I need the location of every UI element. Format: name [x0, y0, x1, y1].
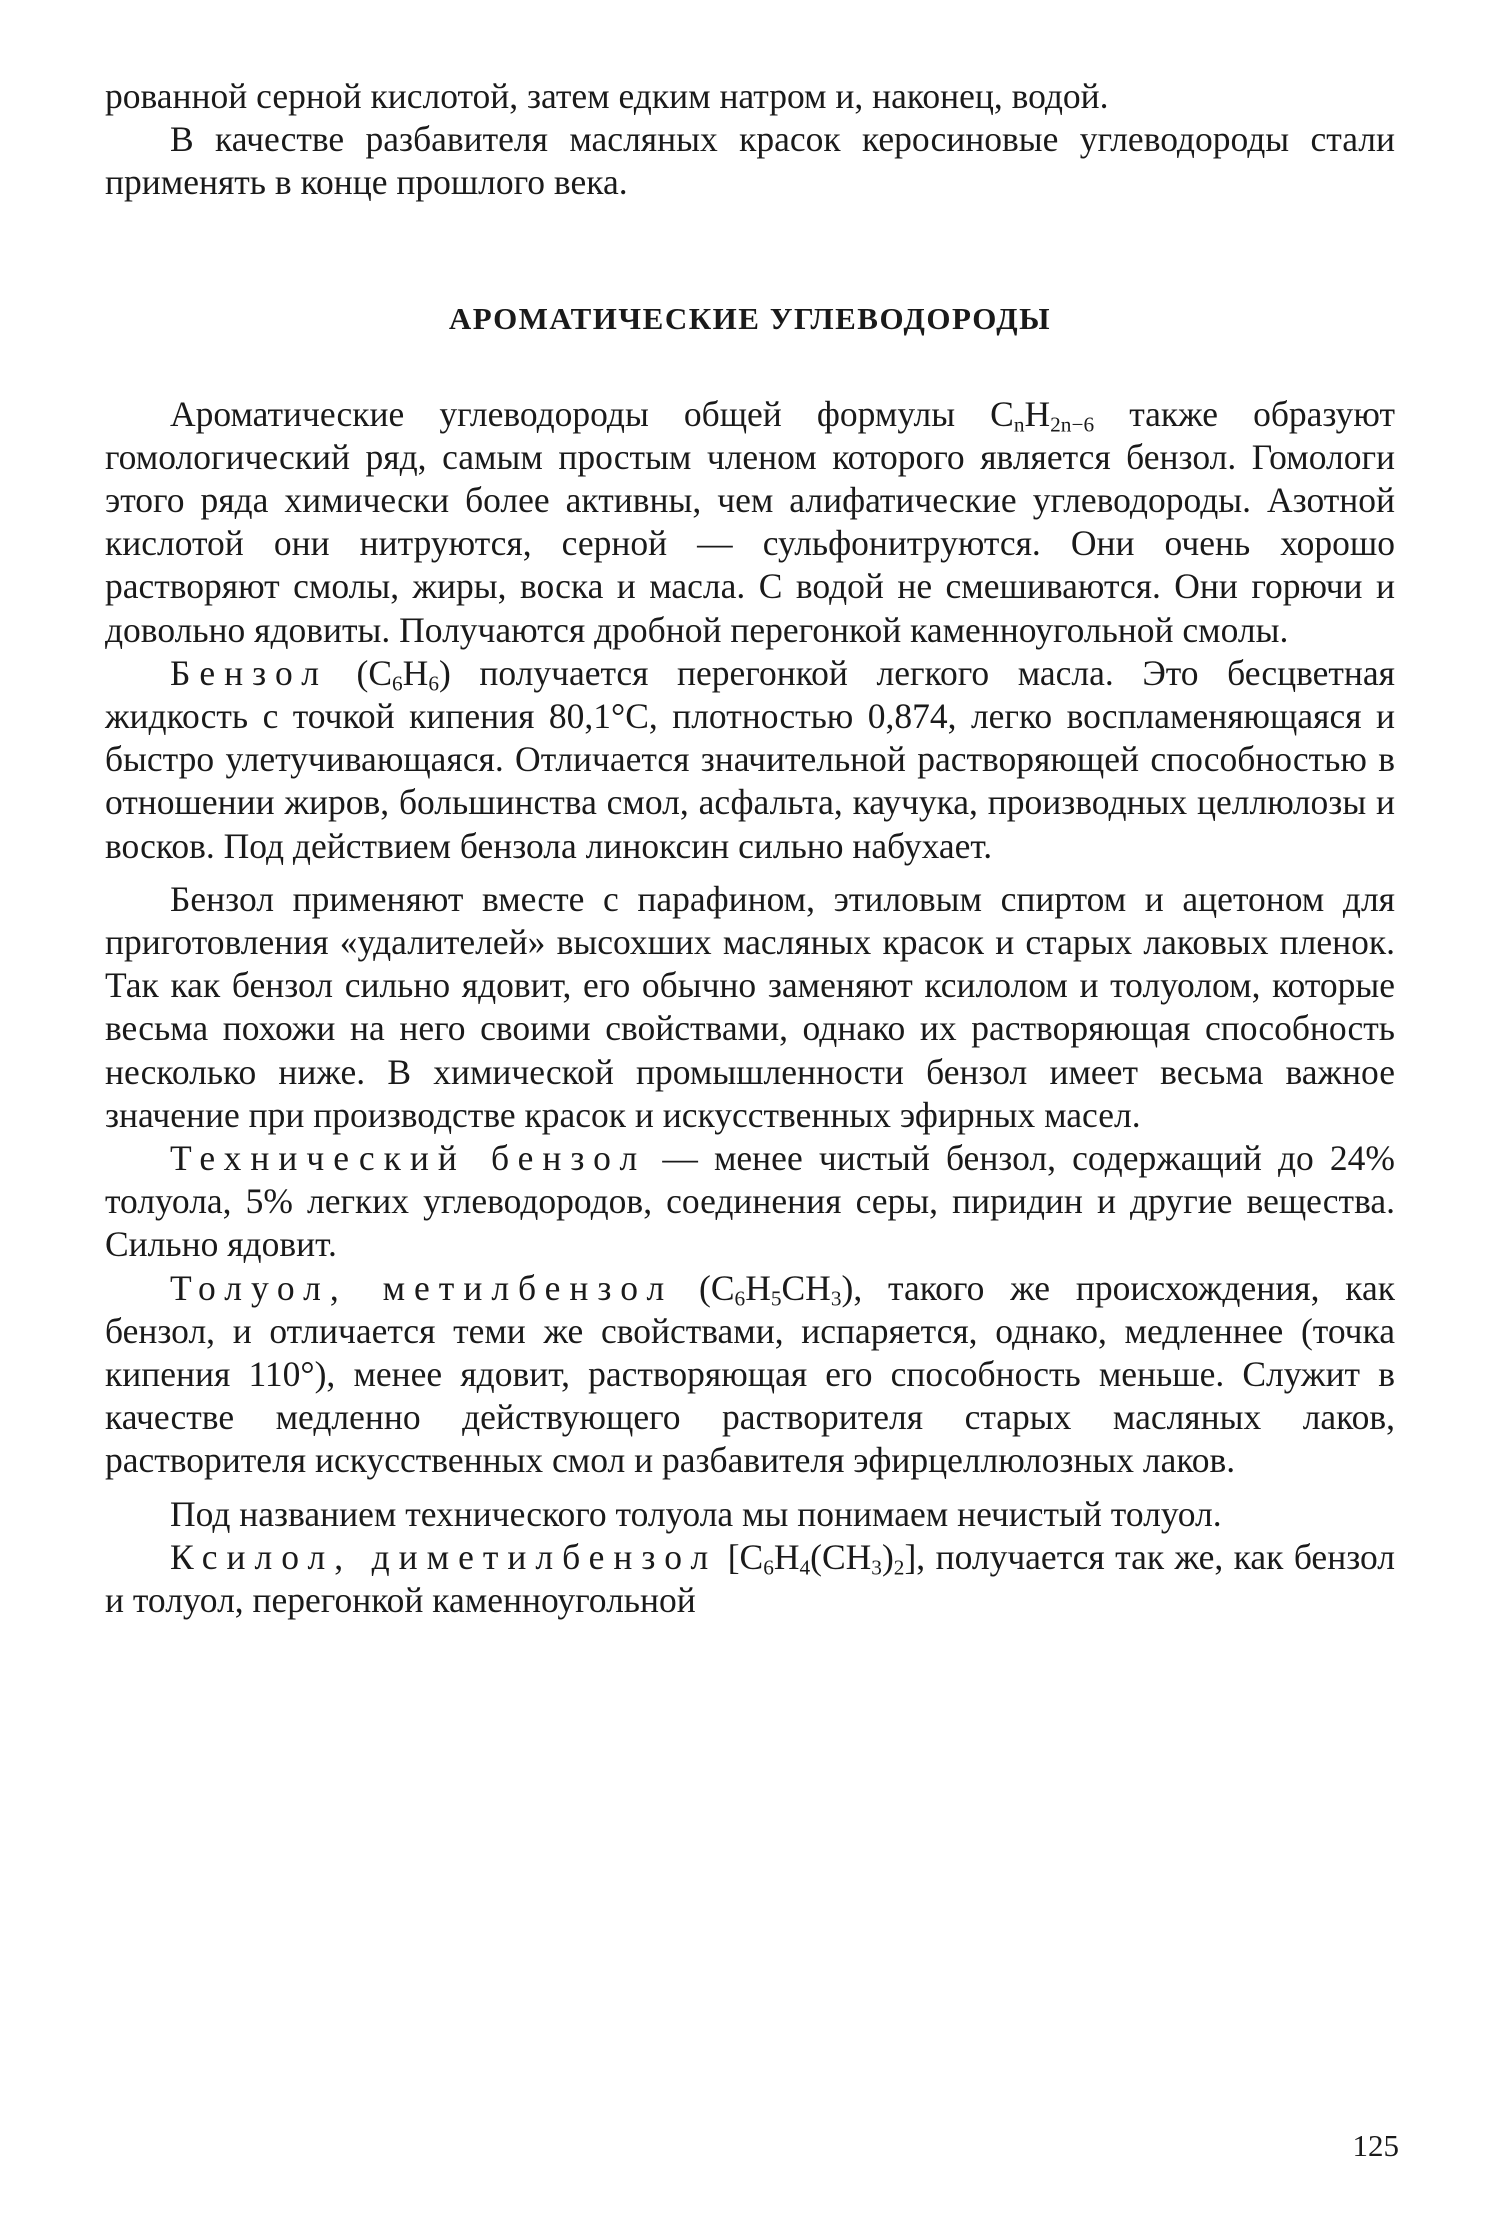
benzene-paragraph: Бензол $(C_6H_6)$ получается перегонкой легкого масла. Это бесцветная жидкость с точкой кипения 80,1°C, плотностью 0,874, легко воспламеняющаяся и быстро улетучивающаяся. Отличается значительной растворяющей способностью в отношении жиров, большинства смол, асфальта, каучука, производных целлюлозы и восков. Под действием бензола линоксин сильно набухает.	[105, 652, 1396, 866]
term-benzene: Бензол	[170, 652, 328, 693]
xylene-formula: $[C_6H_4(CH_3)_2]$	[717, 1536, 917, 1580]
technical-benzene-paragraph: Технический бензол — менее чистый бензол, содержащий до 24% толуола, 5% легких углеводородов, соединения серы, пиридин и другие вещества. Сильно ядовит.	[105, 1138, 1395, 1265]
toluene-paragraph: Толуол, метилбензол $(C_6H_5CH_3)$, такого же происхождения, как бензол, и отличается теми же свойствами, испаряется, однако, медленнее (точка кипения 110°), менее ядовит, растворяющая его способность меньше. Служит в качестве медленно действующего растворителя старых масляных лаков, растворителя искусственных смол и разбавителя эфирцеллюлозных лаков.	[105, 1267, 1395, 1481]
page-number: 125	[1352, 2128, 1399, 2163]
general-formula: $C_nH_{2n-6}$	[990, 393, 1095, 436]
xylene-paragraph: Ксилол, диметилбензол $[C_6H_4(CH_3)_2]$, получается так же, как бензол и толуол, перегонкой каменноугольной	[105, 1536, 1396, 1621]
benzene-formula: $(C_6H_6)$	[327, 652, 451, 696]
term-technical-benzene: Технический бензол	[170, 1138, 647, 1179]
term-xylene: Ксилол, диметилбензол	[170, 1536, 718, 1577]
term-toluene: Толуол, метилбензол	[170, 1267, 674, 1308]
benzene-use-paragraph: Бензол применяют вместе с парафином, этиловым спиртом и ацетоном для приготовления «удалителей» высохших масляных красок и старых лаковых пленок. Так как бензол сильно ядовит, его обычно заменяют ксилолом и толуолом, которые весьма похожи на него своими свойствами, однако их растворяющая способность несколько ниже. В химической промышленности бензол имеет весьма важное значение при производстве красок и искусственных эфирных масел.	[105, 878, 1395, 1135]
section-heading: АРОМАТИЧЕСКИЕ УГЛЕВОДОРОДЫ	[448, 300, 1052, 336]
intro-paragraph-2: В качестве разбавителя масляных красок керосиновые углеводороды стали применять в конце прошлого века.	[105, 119, 1395, 203]
toluene-formula: $(C_6H_5CH_3)$	[673, 1267, 854, 1310]
technical-toluene-paragraph: Под названием технического толуола мы понимаем нечистый толуол.	[170, 1493, 1222, 1534]
page-body	[105, 75, 1395, 1622]
aromatic-intro-paragraph: Ароматические углеводороды общей формулы $C_nH_{2n-6}$ также образуют гомологический ряд, самым простым членом которого является бензол. Гомологи этого ряда химически более активны, чем алифатические углеводороды. Азотной кислотой они нитруются, серной — сульфонитруются. Они очень хорошо растворяют смолы, жиры, воска и масла. С водой не смешиваются. Они горючи и довольно ядовиты. Получаются дробной перегонкой каменноугольной смолы.	[105, 393, 1395, 650]
intro-paragraph-1: рованной серной кислотой, затем едким натром и, наконец, водой.	[105, 76, 1109, 116]
